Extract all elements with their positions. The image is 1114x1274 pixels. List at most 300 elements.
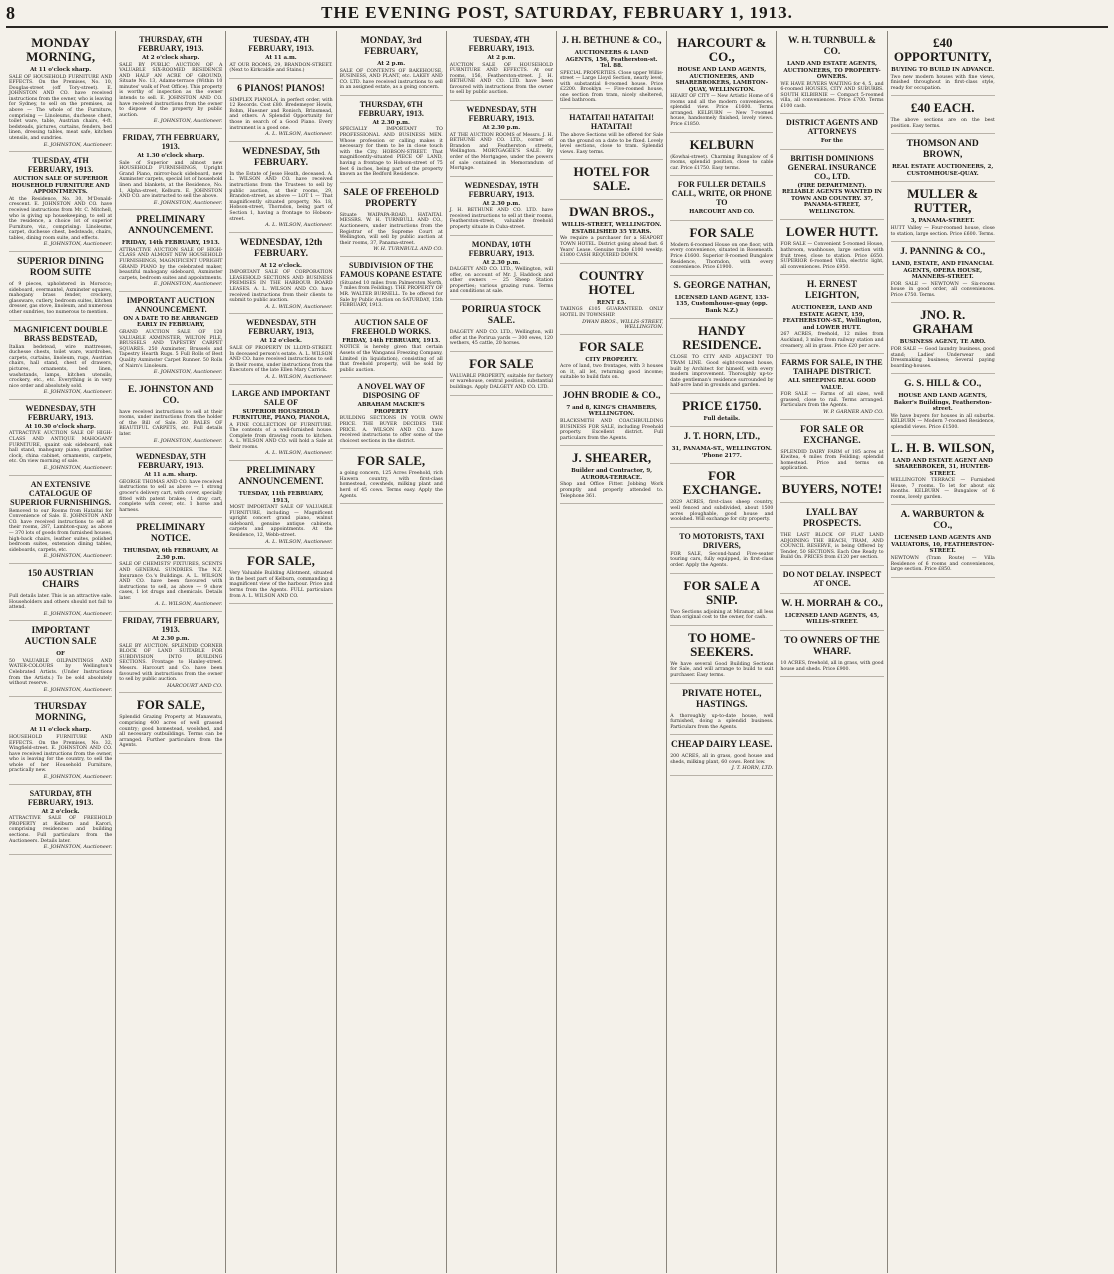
ad-subheading: LAND, ESTATE, AND FINANCIAL AGENTS, OPERA HOUSE, MANNERS-STREET.	[891, 261, 994, 281]
classified-ad	[891, 182, 995, 242]
classified-ad	[560, 264, 663, 335]
ad-body: AUCTION SALE OF HOUSEHOLD FURNITURE AND EFFECTS. At our rooms, 156, Featherston-street. J. H. BETHUNE AND CO. LTD. have been favoured with instructions from the owner to sell by public auction.	[449, 62, 553, 96]
classified-ad	[340, 31, 443, 96]
ad-body: ATTRACTIVE AUCTION SALE OF HIGH-CLASS AND ALMOST NEW HOUSEHOLD FURNISHINGS, MAGNIFICENT UPRIGHT GRAND PIANO by the celebrated maker, beautiful mahogany sideboard, Axminster carpets, bedroom suites and appointments.	[119, 247, 223, 281]
ad-body: AT OUR ROOMS, 29, BRANDON-STREET. (Next to Kirkcaldie and Stains.)	[229, 62, 333, 74]
classified-ad	[229, 79, 332, 142]
classified-ad	[340, 257, 443, 314]
ad-heading: THURSDAY MORNING,	[34, 702, 87, 724]
ad-body: HEART OF CITY — New Artistic Home of 6 rooms and all the modern conveniences, splendid view. Price £1600. Terms arranged. KELBURN — New 7-roomed house, handsomely finished, lovely views. Price £1850.	[670, 94, 774, 127]
ad-subheading: At 11 o'clock sharp.	[30, 727, 92, 734]
ad-subheading: For the	[820, 138, 844, 145]
classified-ad	[670, 276, 773, 320]
ad-subheading: LICENSED LAND AGENTS AND VALUATORS, 10, FEATHERSTON-STREET.	[891, 535, 995, 555]
ad-heading: J. T. HORN, LTD.,	[683, 432, 760, 443]
ad-heading: FOR FULLER DETAILS CALL, WRITE, OR PHONE TO	[671, 180, 772, 208]
ad-heading: W. H. TURNBULL & CO.	[788, 36, 876, 57]
classified-ad	[891, 242, 995, 303]
ad-subheading: At 11 a.m.	[265, 55, 297, 61]
ad-body: IMPORTANT SALE OF CORPORATION LEASEHOLD SECTIONS AND BUSINESS PREMISES IN THE HARBOUR BOARD LEASES. A. L. WILSON AND CO. have received instructions from their clients to submit to public auction.	[229, 270, 333, 304]
classified-ad	[670, 528, 773, 574]
ad-body: NOTICE is hereby given that certain Assets of the Wanganui Freezing Company, Limited (in liquidation), consisting of all that freehold property, will be sold by public auction.	[339, 345, 443, 373]
masthead-title: THE EVENING POST, SATURDAY, FEBRUARY 1, 1913.	[321, 3, 793, 22]
ad-subheading: At 2.30 p.m.	[482, 125, 521, 132]
ad-signature: E. JOHNSTON, Auctioneer.	[153, 199, 223, 206]
ad-signature: A. L. WILSON, Auctioneer.	[265, 538, 333, 545]
ad-heading: TO MOTORISTS, TAXI DRIVERS,	[679, 531, 765, 550]
ad-body: FOR SALE — Good laundry business, good stand; Ladies' Underwear and Dressmaking business; Several paying boarding-houses.	[890, 346, 995, 369]
classified-ad	[119, 518, 222, 612]
classified-ad	[780, 631, 883, 677]
ad-heading: DISTRICT AGENTS AND ATTORNEYS	[786, 118, 878, 137]
classified-ad	[780, 275, 883, 354]
ad-body: of 9 pieces, upholstered in Morocco; sideboard, overmantel, Axminster squares, mahogany brass fender, crockery, glassware, cutlery, bedroom suites, kitchen dresser, gas stove, linoleum, and numerous other sundries, too numerous to mention.	[9, 282, 113, 316]
ad-body: 50 VALUABLE OILPAINTINGS AND WATER-COLOURS by Wellington's Celebrated Artists. (Under Instructions from the Artists.) To be sold absolutely without reserve.	[9, 658, 113, 687]
classified-ad	[229, 314, 332, 384]
ad-body: At the Residence, No. 30, M'Donald-crescent. E. JOHNSTON AND CO. have received instructions from Mr. C. Mitchell, who is giving up housekeeping, to sell at the residence, a choice lot of superior Furniture, viz., comprising: Linoleums, carpet, duchesse chest, bedsteads, chairs, tables, dining room suite, and effects.	[9, 196, 113, 241]
classified-ad	[229, 385, 332, 462]
ad-heading: W. H. MORRAH & CO.,	[781, 598, 883, 609]
classified-ad	[891, 31, 995, 96]
classified-ad	[560, 446, 663, 504]
ad-heading: WEDNESDAY, 12th FEBRUARY.	[239, 237, 323, 259]
ad-body: The above Sections will be offered for Sale on the ground on a date to be fixed. Lovely level sections, close to tram. Splendid views. Easy terms.	[559, 133, 664, 155]
ad-body: 2029 ACRES, first-class sheep country, well fenced and subdivided, about 1500 acres ploughable, good house and woolshed. Will exchange for city property.	[670, 500, 774, 523]
classified-ad	[229, 461, 332, 549]
ad-heading: LYALL BAY PROSPECTS.	[802, 507, 862, 529]
ad-body: SIMPLEX PIANOLA, in perfect order, with 12 Records. Cost £80. Bredemeyer Howls, Bohm, Huesner and Ronisch, Brinsmead, and others. A Splendid Opportunity for those in search of a Good Piano. Every instrument is a good one.	[229, 97, 333, 131]
ad-heading: FOR SALE,	[357, 453, 426, 469]
ad-signature: A. L. WILSON, Auctioneer.	[265, 450, 333, 457]
ad-body: GRAND AUCTION SALE OF 120 VALUABLE AXMINSTER, WILTON PILE, BRUSSELS AND TAPESTRY CARPET SQUARES. 250 Axminster, Brussels and Tapestry Hearth Rugs. 5 Full Rolls of Best Quality Axminster Carpet Runner. 50 Rolls of Nairn's Linoleum.	[119, 329, 223, 369]
ad-heading: SUPERIOR DINING ROOM SUITE	[17, 257, 105, 279]
ad-subheading: OF	[56, 651, 65, 658]
ad-signature: J. T. HORN, LTD.	[731, 765, 774, 772]
ad-signature: A. L. WILSON, Auctioneer.	[265, 303, 333, 310]
ad-heading: PRICE £1750.	[682, 397, 762, 413]
ad-heading: MONDAY, 3rd FEBRUARY,	[360, 36, 422, 57]
ad-heading: S. GEORGE NATHAN,	[673, 280, 771, 291]
ad-signature: A. L. WILSON, Auctioneer.	[265, 373, 333, 380]
ad-body: SALE OF CHEMISTS' FIXTURES, SCENTS AND GENERAL SUNDRIES. The N.Z. Insurance Co.'s Buildings. A. L. WILSON AND CO. have been favoured with instructions to sell, as above — 9 show cases, 1 lot drugs and chemicals. Details later.	[119, 562, 223, 601]
ad-body: FOR SALE — NEWTOWN — Six-rooms house in good order, all conveniences. Price £750. Terms.	[890, 281, 995, 298]
ad-subheading: LICENSED LAND AGENT, 133-135, Customhouse-quay (opp. Bank N.Z.)	[674, 294, 769, 314]
ad-heading: BUYERS, NOTE!	[781, 480, 883, 496]
ad-subheading: FRIDAY, 14th FEBRUARY, 1913.	[342, 337, 441, 344]
classified-ad	[670, 464, 773, 527]
column-2	[116, 31, 226, 1273]
ad-body: 10 ACRES, freehold, all in grass, with good house and sheds. Price £900.	[780, 660, 884, 672]
ad-heading: LOWER HUTT.	[785, 224, 879, 240]
classified-ad	[780, 31, 883, 114]
classified-ad	[340, 378, 443, 449]
column-4	[337, 31, 447, 1273]
classified-ad	[450, 177, 553, 236]
classified-ad	[891, 505, 995, 577]
ad-body: SPECIALLY IMPORTANT TO PROFESSIONAL AND BUSINESS MEN. Whose profession or calling makes it necessary for them to be in close touch with the City. HOBSON-STREET. That magnificently-situated PIECE OF LAND, having a frontage to Hobson-street of 75 feet 6 inches, being part of the property known as the Bedford Residence.	[339, 127, 443, 178]
ad-body: WE HAVE BUYERS WAITING for 4, 5, and 6-roomed HOUSES, CITY AND SUBURBS. SOUTH KILBIRNIE — Compact 5-roomed villa, all conveniences. Price £700. Terms £100 cash.	[780, 81, 884, 109]
ad-body: DALGETY AND CO. LTD., Wellington, will offer, on account of Mr. J. Haddock and other owners — 25 Sheep Station properties; various grazing runs. Terms and conditions at sale.	[449, 267, 553, 295]
ad-subheading: SUPERIOR HOUSEHOLD FURNITURE, PIANO, PIANOLA,	[232, 408, 330, 421]
masthead	[6, 0, 1108, 28]
classified-ad	[9, 31, 112, 152]
classified-ad	[9, 400, 112, 476]
ad-heading: KELBURN	[689, 136, 754, 152]
ad-body: WELLINGTON TERRACE — Furnished House, 7 rooms. To let for about six months. KELBURN — Bungalow of 6 rooms, lovely garden.	[890, 478, 995, 500]
ad-body: AT THE AUCTION ROOMS of Messrs. J. H. BETHUNE AND CO. LTD., corner of Brandon and Featherston streets, Wellington. MORTGAGEE'S SALE. By order of the Mortgagee, under the powers of sale contained in Memorandum of Mortgage.	[449, 132, 553, 172]
classified-ad	[891, 374, 995, 435]
classified-ad	[450, 236, 553, 300]
ad-body: BLACKSMITH AND COACHBUILDING BUSINESS FOR SALE, including Freehold property. Excellent district. Full particulars from the Agents.	[559, 418, 664, 441]
ad-body: TAKINGS £105 GUARANTEED. ONLY HOTEL IN TOWNSHIP.	[559, 307, 664, 318]
ad-heading: JOHN BRODIE & CO.,	[562, 390, 661, 401]
classified-ad	[450, 101, 553, 177]
ad-body: Very Valuable Building Allotment, situated in the best part of Kelburn, commanding a magnificent view of the harbour. Price and terms from the Agents. FULL particulars from A. L. WILSON AND CO.	[229, 571, 333, 599]
ad-body: HOUSEHOLD FURNITURE AND EFFECTS. On the Premises, No. 32, Wingfield-street. E. JOHNSTON AND CO. have received instructions from the owner, who is leaving for the country, to sell the whole of her Household Furniture, practically new.	[9, 734, 113, 774]
ad-body: Italian bedstead, wire mattresses, duchesse chests, toilet ware, wardrobes, carpets, curtains, linoleum, rugs, Austrian chairs, hall stand, chest of drawers, pictures, ornaments, bed linen, washstands, lamps, kitchen utensils, crockery, etc., etc. Everything is in very nice order and absolutely sold.	[9, 344, 113, 389]
classified-ad	[119, 292, 222, 380]
ad-subheading: (FIRE DEPARTMENT). RELIABLE AGENTS WANTED IN TOWN AND COUNTRY. 37, PANAMA-STREET, WELLINGTON.	[782, 182, 882, 215]
ad-heading: IMPORTANT AUCTION ANNOUNCEMENT.	[126, 295, 215, 314]
page-number: 8	[6, 2, 15, 23]
ad-body: A FINE COLLECTION OF FURNITURE. The contents of a well-furnished house. Complete from drawing room to kitchen. A. L. WILSON AND CO. will hold a Sale at their rooms.	[229, 422, 333, 450]
ad-signature: HARCOURT AND CO.	[167, 682, 223, 689]
ad-signature: A. L. WILSON, Auctioneer.	[265, 131, 333, 138]
classified-ad	[891, 436, 995, 506]
ad-body: ATTRACTIVE AUCTION SALE OF HIGH-CLASS AND ANTIQUE MAHOGANY FURNITURE, quaint oak sideboard, oak hall stand, mahogany piano, grandfather clock, china cabinet, ornaments, carpets, etc. On view morning of sale.	[9, 431, 113, 465]
ad-body: NEWTOWN (Tram Route) — Villa Residence of 6 rooms and conveniences, large section. Price £850.	[890, 555, 995, 573]
classified-ad	[780, 420, 883, 477]
ad-body: VALUABLE PROPERTY, suitable for factory or warehouse, central position, substantial buildings. Apply DALGETY AND CO. LTD.	[449, 373, 553, 391]
ad-subheading: At 2 o'clock.	[41, 808, 80, 815]
ad-heading: H. ERNEST LEIGHTON,	[805, 280, 859, 302]
ad-heading: PRELIMINARY ANNOUNCEMENT.	[128, 215, 214, 237]
ad-subheading: BUSINESS AGENT, TE ARO.	[899, 339, 986, 346]
classified-ad	[670, 31, 773, 133]
classified-ad	[560, 160, 663, 200]
column-5	[447, 31, 557, 1273]
classified-ad	[119, 31, 222, 129]
classified-ad	[670, 133, 773, 177]
ad-heading: FARMS FOR SALE, IN THE TAIHAPE DISTRICT.	[781, 358, 883, 377]
ad-subheading: AUCTIONEERS & LAND AGENTS, 156, Featherston-st. Tel. 88.	[565, 50, 658, 69]
ad-subheading: WILLIS-STREET, WELLINGTON. ESTABLISHED 35 YEARS.	[561, 222, 662, 235]
ad-body: BUILDING SECTIONS IN YOUR OWN PRICE. THE BUYER DECIDES THE PRICE. A. WILSON AND CO. have received instructions to offer some of the choicest sections in the district.	[339, 416, 443, 444]
ad-body: Situate WAIPAPA-ROAD, HATAITAI. MESSRS. W. H. TURNBULL AND CO., Auctioneers, under instructions from the Registrar of the Supreme Court at Wellington, will sell by public auction at their rooms, 37, Panama-street.	[339, 212, 443, 246]
ad-heading: COUNTRY HOTEL	[578, 267, 645, 297]
ad-subheading: 3, PANAMA-STREET.	[910, 218, 975, 225]
ad-subheading: LAND AND ESTATE AGENTS, AUCTIONEERS, TO PROPERTY-OWNERS.	[783, 61, 881, 80]
ad-subheading: REAL ESTATE AUCTIONEERS, 2, CUSTOMHOUSE-QUAY.	[892, 164, 994, 177]
ad-body: Full details later. This is an attractive sale. Householders and others should not fail to attend.	[9, 593, 113, 611]
ad-heading: PRELIMINARY ANNOUNCEMENT.	[238, 466, 324, 488]
ad-body: We have buyers for houses in all suburbs. KELBURN — Modern 7-roomed Residence, splendid views. Price £1500.	[890, 413, 995, 430]
ad-body: FOR SALE — Farms of all sizes, well grassed, close to rail. Terms arranged. Particulars from the Agents.	[780, 392, 884, 409]
classified-ad	[9, 697, 112, 784]
classified-ad	[450, 31, 553, 101]
classified-ad	[229, 549, 332, 604]
ad-heading: G. S. HILL & CO.,	[904, 379, 982, 390]
classified-ad	[9, 564, 112, 621]
column-3	[226, 31, 336, 1273]
ad-body: We have several Good Building Sections for Sale, and will arrange to build to suit purchaser. Easy terms.	[670, 661, 774, 678]
ad-signature: W. P. GARNER AND CO.	[823, 409, 884, 415]
ad-subheading: At 2.30 p.m.	[372, 119, 410, 126]
ad-heading: MAGNIFICENT DOUBLE BRASS BEDSTEAD,	[13, 324, 108, 343]
ad-signature: E. JOHNSTON, Auctioneer.	[43, 465, 113, 472]
ad-heading: £40 EACH.	[910, 100, 975, 116]
ad-subheading: At 2.30 p.m.	[482, 200, 521, 207]
ad-signature: E. JOHNSTON, Auctioneer.	[43, 844, 113, 851]
ad-subheading: At 12 o'clock.	[260, 262, 302, 269]
ad-heading: MONDAY MORNING,	[26, 35, 96, 64]
classified-ad	[780, 503, 883, 566]
classified-ad	[9, 621, 112, 697]
ad-heading: IMPORTANT AUCTION SALE	[24, 626, 97, 648]
classified-ad	[670, 626, 773, 684]
ad-body: Modern 6-roomed House on one floor, with every convenience, situated in Roseneath. Price £1600. Superior 8-roomed Bungalow Residence, Thorndon, with every convenience. Price £1900.	[670, 242, 774, 271]
ad-signature: W. H. TURNBULL AND CO.	[373, 246, 443, 253]
ad-signature: E. JOHNSTON, Auctioneer.	[43, 241, 113, 248]
ad-heading: DWAN BROS.,	[569, 204, 655, 220]
classified-ad	[450, 352, 553, 396]
classified-ad	[670, 221, 773, 276]
ad-subheading: RENT £5.	[596, 299, 627, 306]
ad-heading: WEDNESDAY, 5TH FEBRUARY, 1913,	[245, 318, 317, 337]
ad-heading: WEDNESDAY, 19TH FEBRUARY, 1913.	[464, 180, 539, 199]
ad-heading: PRIVATE HOTEL, HASTINGS.	[682, 688, 762, 710]
ad-heading: MULLER & RUTTER,	[907, 186, 979, 216]
ad-heading: WEDNESDAY, 5th FEBRUARY.	[242, 146, 320, 168]
ad-body: Two Sections adjoining at Miramar, all less than original cost to the owner, for cash.	[670, 609, 774, 621]
ad-subheading: At 11 a.m. sharp.	[144, 472, 198, 479]
ad-body: Splendid Grazing Property at Manawatu, comprising 400 acres of well grassed country; good homestead, woolshed, and all necessary outbuildings. Terms can be arranged. Further particulars from the Agents.	[119, 715, 223, 749]
ad-body: (Kowhai-street). Charming Bungalow of 6 rooms, splendid position, close to cable car. Price £1750. Easy terms.	[670, 154, 774, 171]
ad-body: Sale of Superior and almost new HOUSEHOLD FURNISHINGS, Upright Grand Piano, mirror-back sideboard, new Axminster carpets, special lot of household linen and blankets, at the Residence, No. 1, Alpha-street, Kelburn. E. JOHNSTON AND CO. are instructed to sell the above.	[119, 160, 223, 200]
ad-heading: A. WARBURTON & CO.,	[900, 510, 985, 532]
ad-heading: TUESDAY, 4TH FEBRUARY, 1913.	[468, 35, 535, 53]
classified-ad	[119, 693, 222, 754]
classified-ad	[340, 183, 443, 257]
classified-ad	[670, 427, 773, 464]
ad-heading: CHEAP DAIRY LEASE.	[671, 740, 773, 751]
ad-body: SALE BY AUCTION. SPLENDID CORNER BLOCK OF LAND SUITABLE FOR SUBDIVISION INTO BUILDING SECTIONS. Frontage to Hanley-street. Messrs. Harcourt and Co. have been favoured with instructions from the owner to sell by public auction.	[119, 643, 223, 683]
ad-body: SALE OF HOUSEHOLD FURNITURE AND EFFECTS. On the Premises, No. 10, Douglas-street (off Tory-street). E. JOHNSTON AND CO. have received instructions from the owner, who is leaving for Sydney, to sell on the premises, as above — The whole of the Furniture, comprising — Linoleums, duchesse chest, toilet ware, table, Austrian chairs, 4-ft. bedsteads, pictures, curtains, fenders, bed linen, dressing tables, meat safe, kitchen utensils, and sundries.	[9, 74, 113, 142]
ad-heading: FOR SALE	[689, 224, 755, 240]
classified-ad	[670, 394, 773, 428]
ad-subheading: At 2.30 p.m.	[482, 259, 521, 266]
ad-body: GEORGE THOMAS AND CO. have received instructions to sell as above — 1 strong grocer's delivery cart, with cover, specially fitted with patent brakes; 1 dray cart, complete with cover, etc. 1 horse and harness.	[119, 479, 223, 513]
ad-body: MOST IMPORTANT SALE OF VALUABLE FURNITURE, including — Magnificent upright concert grand piano, walnut sideboard, genuine antique cabinets, carpets and appointments. At the Residence, 12, Webb-street.	[229, 505, 333, 539]
classified-ad	[780, 477, 883, 503]
ad-subheading: THURSDAY, 6th FEBRUARY, At 2.30 p.m.	[123, 548, 219, 561]
ad-heading: DO NOT DELAY. INSPECT AT ONCE.	[782, 569, 882, 588]
ad-signature: E. JOHNSTON, Auctioneer.	[153, 118, 223, 125]
classified-ad	[780, 566, 883, 594]
classified-ad	[670, 735, 773, 776]
column-9	[888, 31, 998, 1273]
classified-ad	[780, 354, 883, 419]
ad-subheading: HOUSE AND LAND AGENTS, Baker's Buildings, Featherston-street.	[893, 393, 992, 413]
ad-subheading: ALL SHEEPING REAL GOOD VALUE.	[788, 378, 876, 391]
column-1	[6, 31, 116, 1273]
ad-signature: E. JOHNSTON, Auctioneer.	[153, 369, 223, 376]
ad-signature: E. JOHNSTON, Auctioneer.	[43, 141, 113, 148]
ad-signature: A. L. WILSON, Auctioneer.	[155, 601, 223, 608]
ad-heading: THURSDAY, 6TH FEBRUARY, 1913.	[358, 99, 424, 118]
ad-heading: MONDAY, 10TH FEBRUARY, 1913.	[468, 239, 535, 258]
ad-heading: FOR SALE OR EXCHANGE.	[800, 424, 864, 446]
ad-subheading: FRIDAY, 14th FEBRUARY, 1913.	[121, 240, 220, 247]
ad-body: 200 ACRES, all in grass, good house and sheds, milking plant, 60 cows. Rent low.	[670, 754, 774, 765]
classified-ad	[891, 96, 995, 134]
ad-subheading: At 12 o'clock.	[260, 338, 302, 345]
ad-heading: A NOVEL WAY OF DISPOSING OF	[357, 382, 426, 401]
ad-subheading: BUYING TO BUILD IN ADVANCE.	[891, 67, 995, 73]
ad-heading: J. PANNING & CO.,	[900, 247, 986, 258]
classified-ad	[891, 303, 995, 374]
ad-subheading: At 2 p.m.	[377, 61, 406, 67]
classified-ad	[780, 594, 883, 631]
ad-heading: HARCOURT & CO.,	[677, 35, 767, 64]
ad-subheading: At 11 o'clock sharp.	[30, 67, 92, 73]
ad-body: SALE OF CONTENTS OF BAKEHOUSE, BUSINESS, AND PLANT, etc. LAKEY AND CO. LTD. have received instructions to sell in an assigned estate, as a going concern.	[339, 68, 443, 91]
ad-subheading: HARCOURT AND CO.	[689, 209, 755, 216]
ad-heading: FOR SALE,	[247, 553, 315, 569]
ad-heading: E. JOHNSTON AND CO.	[127, 384, 214, 406]
ad-body: HUTT Valley — Four-roomed house, close to station, large section. Price £600. Terms.	[890, 225, 995, 237]
classified-ad	[670, 574, 773, 626]
classified-columns	[6, 31, 1108, 1273]
classified-ad	[119, 210, 222, 292]
ad-body: Shop and Office Fitter. Jobbing Work promptly and properly attended to. Telephone 361.	[559, 482, 664, 499]
ad-signature: E. JOHNSTON, Auctioneer.	[43, 610, 113, 617]
ad-heading: FRIDAY, 7TH FEBRUARY, 1913.	[122, 133, 220, 152]
ad-heading: 6 PIANOS! PIANOS!	[237, 83, 325, 94]
ad-heading: JNO. R. GRAHAM	[912, 307, 974, 337]
ad-subheading: 31, PANAMA-ST., WELLINGTON. 'Phone 2177.	[671, 446, 772, 459]
ad-subheading: At 10.30 o'clock sharp.	[25, 423, 96, 430]
ad-signature: E. JOHNSTON, Auctioneer.	[43, 389, 113, 396]
ad-heading: HOTEL FOR SALE.	[573, 164, 650, 194]
ad-subheading: CITY PROPERTY.	[585, 356, 638, 363]
classified-ad	[340, 96, 443, 183]
ad-heading: TO HOME-SEEKERS.	[688, 629, 756, 659]
ad-heading: L. H. B. WILSON,	[890, 439, 995, 455]
ad-heading: FRIDAY, 7TH FEBRUARY, 1913.	[122, 616, 220, 635]
classified-ad	[119, 129, 222, 210]
ad-heading: LARGE AND IMPORTANT SALE OF	[231, 388, 331, 407]
ad-signature: A. L. WILSON, Auctioneer.	[265, 222, 333, 229]
classified-ad	[119, 612, 222, 693]
ad-heading: WEDNESDAY, 5TH FEBRUARY, 1913.	[135, 452, 206, 471]
ad-heading: BRITISH DOMINIONS GENERAL INSURANCE CO., LTD.	[787, 153, 877, 181]
classified-ad	[450, 300, 553, 352]
classified-ad	[9, 476, 112, 564]
ad-body: In the Estate of Jesse Heath, deceased. A. L. WILSON AND CO. have received instructions from the Trustees to sell by public auction, at their rooms, 29, Brandon-street, as above — LOT 1 — That magnificently situated property, No. 18, Hobson-street, Thorndon, being part of Section 1, having a frontage to Hobson-street.	[229, 171, 333, 222]
ad-body: SALE BY PUBLIC AUCTION OF A VALUABLE SIX-ROOMED RESIDENCE AND HALF AN ACRE OF GROUND, Situate No. 13, Adams-terrace (Within 10 minutes' walk of Post Office). This property is worthy of inspection as the owner intends to sell. E. JOHNSTON AND CO. have received instructions from the owner to dispose of the property by public auction.	[119, 62, 223, 118]
ad-body: We require a purchaser for a SEAPORT TOWN HOTEL. District going ahead fast. 6 Years' Lease. Genuine trade £100 weekly. £1800 CASH REQUIRED DOWN.	[559, 236, 664, 259]
column-8	[777, 31, 887, 1273]
ad-heading: FOR SALE,	[136, 697, 205, 713]
ad-body: A thoroughly up-to-date house, well furnished, doing a splendid business. Particulars from the Agents.	[670, 713, 774, 730]
ad-heading: SATURDAY, 8TH FEBRUARY, 1913.	[27, 788, 94, 807]
classified-ad	[670, 176, 773, 221]
ad-heading: 150 AUSTRIAN CHAIRS	[27, 568, 94, 590]
ad-subheading: At 2 o'clock sharp.	[142, 55, 200, 61]
ad-heading: FOR SALE	[579, 338, 644, 354]
ad-heading: PORIRUA STOCK SALE.	[461, 305, 542, 327]
classified-ad	[9, 785, 112, 855]
ad-subheading: ON A DATE TO BE ARRANGED EARLY IN FEBRUARY,	[123, 315, 219, 329]
ad-body: The above sections are on the best position. Easy terms.	[890, 118, 995, 129]
ad-body: FOR SALE, Second-hand Five-seater touring cars, fully equipped, in first-class order. Apply the Agents.	[670, 551, 774, 568]
classified-ad	[229, 142, 332, 233]
ad-heading: THOMSON AND BROWN,	[906, 139, 979, 161]
classified-ad	[9, 321, 112, 400]
classified-ad	[560, 335, 663, 386]
ad-body: J. H. BETHUNE AND CO. LTD. have received instructions to sell at their rooms, Featherston-street, valuable freehold property situate in Cuba-street.	[449, 208, 553, 230]
classified-ad	[340, 314, 443, 378]
ad-subheading: Builder and Contractor, 9, AURORA-TERRACE.	[571, 468, 653, 481]
ad-signature: DWAN BROS., WILLIS-STREET, WELLINGTON.	[582, 318, 664, 331]
ad-signature: E. JOHNSTON, Auctioneer.	[43, 553, 113, 560]
classified-ad	[229, 31, 332, 79]
ad-heading: HANDY RESIDENCE.	[682, 323, 762, 353]
ad-heading: TO OWNERS OF THE WHARF.	[784, 635, 880, 657]
ad-body: SPECIAL PROPERTIES. Close upper Willis-street — Large Lloyd Section, nearly level, with substantial 8-roomed house. Price £2200. Brooklyn — Five-roomed house, one section from tram, nicely sheltered, tiled bathroom.	[559, 70, 664, 104]
classified-ad	[229, 233, 332, 315]
ad-body: (Situated 10 miles from Palmerston North, 7 miles from Feilding). THE PROPERTY OF MR. WALTER BURNELL. To be offered for Sale by Public Auction on SATURDAY, 15th FEBRUARY, 1913.	[339, 280, 443, 309]
ad-heading: AN EXTENSIVE CATALOGUE OF SUPERIOR FURNISHINGS.	[10, 479, 112, 507]
classified-ad	[560, 31, 663, 109]
classified-ad	[780, 220, 883, 275]
ad-heading: HATAITAI! HATAITAI! HATAITAI!	[569, 113, 654, 132]
classified-ad	[891, 134, 995, 182]
ad-heading: £40 OPPORTUNITY,	[893, 35, 992, 64]
classified-ad	[780, 150, 883, 221]
ad-signature: E. JOHNSTON, Auctioneer.	[153, 437, 223, 444]
ad-heading: THURSDAY, 6TH FEBRUARY, 1913.	[138, 35, 204, 53]
ad-subheading: HOUSE AND LAND AGENTS, AUCTIONEERS, AND SHAREBROKERS, LAMBTON-QUAY, WELLINGTON.	[675, 67, 768, 93]
ad-heading: SUBDIVISION OF THE FAMOUS KOPANE ESTATE	[340, 260, 443, 279]
ad-body: ATTRACTIVE SALE OF FREEHOLD PROPERTY at Kelburn and Karori, comprising residences and building sections. Full particulars from the Auctioneers. Details later.	[9, 816, 113, 844]
ad-body: 267 ACRES, freehold, 12 miles from Auckland, 3 miles from railway station and creamery, all in grass. Price £20 per acre.	[780, 332, 884, 349]
ad-heading: AUCTION SALE OF FREEHOLD WORKS.	[351, 317, 431, 336]
ad-heading: FOR SALE	[469, 355, 534, 371]
ad-heading: J. SHEARER,	[572, 450, 652, 466]
classified-ad	[119, 448, 222, 518]
ad-subheading: At 2 p.m.	[487, 55, 516, 61]
ad-subheading: Full details.	[703, 415, 741, 422]
ad-body: have received instructions to sell at their rooms, under instructions from the holder of the Bill of Sale. 20 BALES OF BEAUTIFUL CARPETS, etc. Full details later.	[119, 409, 223, 438]
ad-body: Acre of land, two frontages, with 3 houses on it, all let, returning good income; suitable to build flats on.	[559, 364, 664, 381]
ad-body: a going concern, 125 Acres Freehold, rich Hawera country, with first-class homestead, cowsheds, milking plant and herd of 45 cows. Terms easy. Apply the Agents.	[339, 471, 443, 499]
ad-heading: FOR SALE A SNIP.	[683, 577, 761, 607]
ad-subheading: LICENSED LAND AGENTS, 45, WILLIS-STREET.	[784, 612, 880, 626]
ad-heading: FOR EXCHANGE.	[682, 468, 761, 498]
classified-ad	[119, 380, 222, 449]
column-6	[557, 31, 667, 1273]
ad-subheading: At 1.30 o'clock sharp.	[137, 153, 205, 160]
classified-ad	[780, 114, 883, 150]
ad-subheading: LAND AND ESTATE AGENT AND SHAREBROKER, 31, HUNTER-STREET.	[892, 457, 993, 477]
classified-ad	[9, 152, 112, 252]
classified-ad	[670, 684, 773, 736]
ad-subheading: ABRAHAM MACKIE'S PROPERTY	[357, 402, 425, 415]
ad-signature: E. JOHNSTON, Auctioneer.	[43, 774, 113, 781]
classified-ad	[340, 449, 443, 504]
